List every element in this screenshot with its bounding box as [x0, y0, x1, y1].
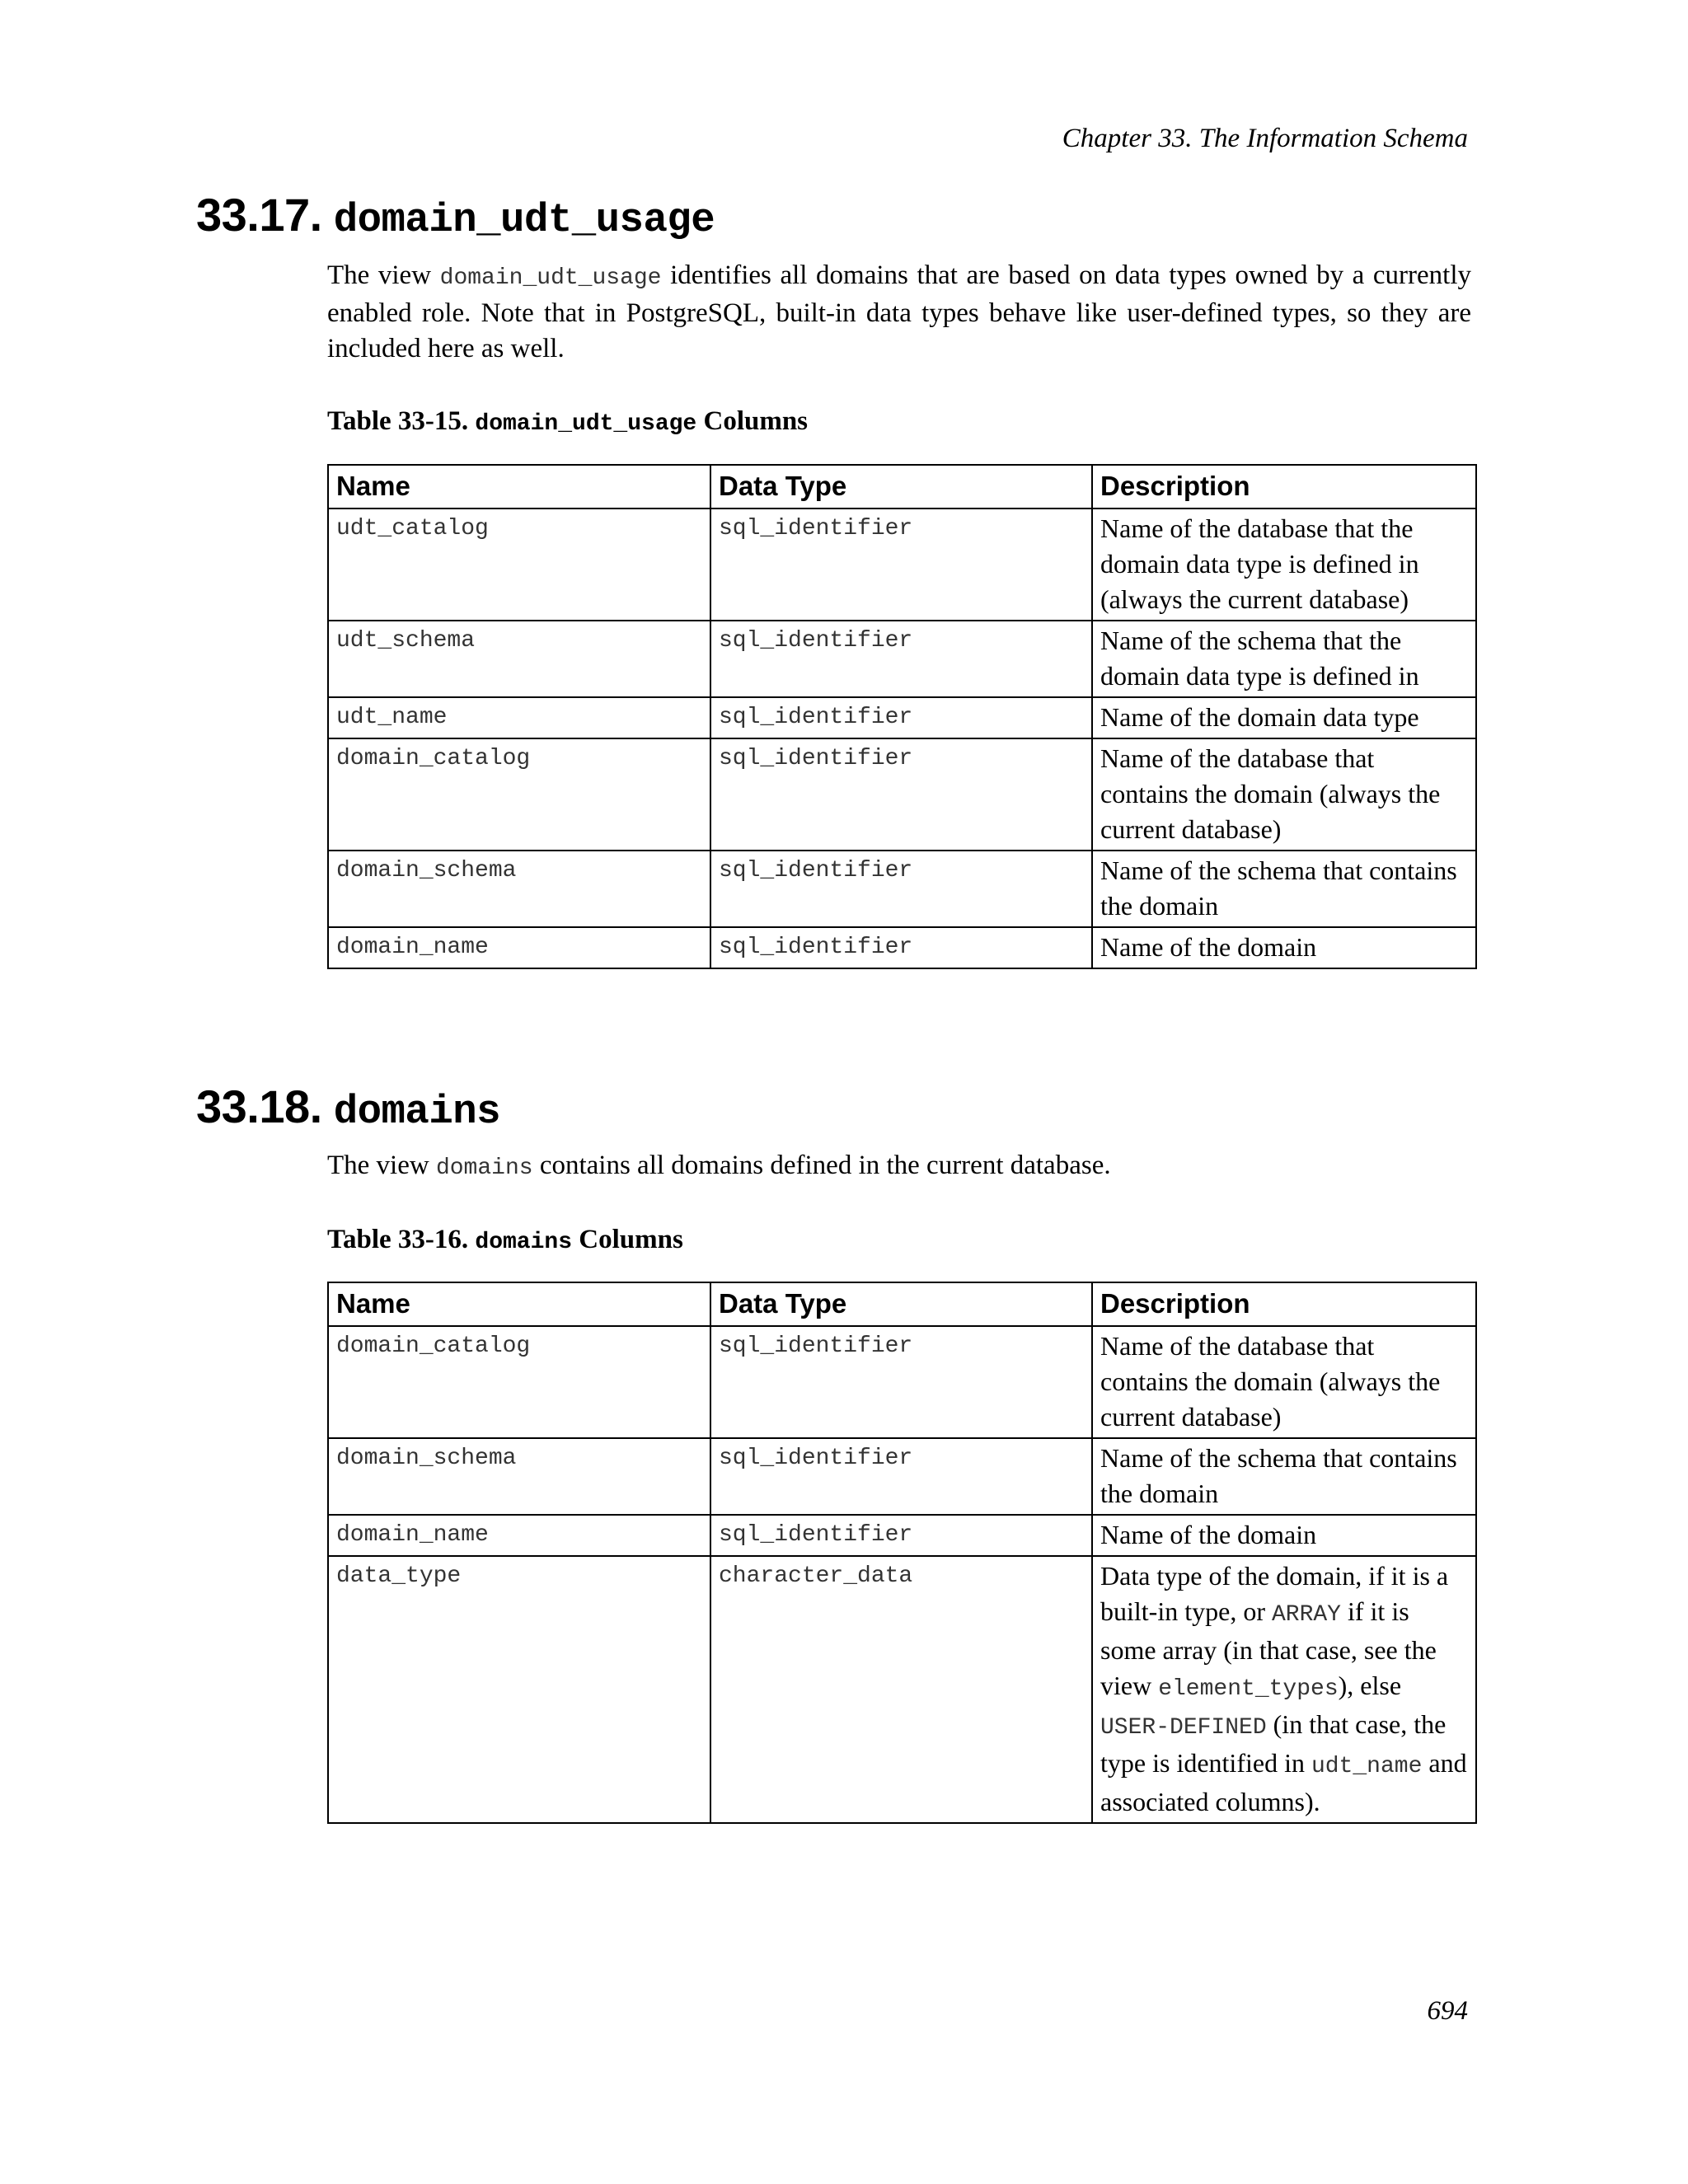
- cell-description: Name of the domain: [1092, 1515, 1476, 1556]
- cell-type: character_data: [710, 1556, 1092, 1823]
- header-name: Name: [328, 1282, 710, 1326]
- cell-type: sql_identifier: [710, 738, 1092, 851]
- columns-table-domain-udt-usage: [327, 464, 1477, 969]
- cell-description: Name of the schema that contains the domain: [1092, 1438, 1476, 1515]
- table-row: [328, 509, 1476, 621]
- cell-description: [1092, 1556, 1476, 1823]
- caption-label: Table 33-15.: [327, 406, 476, 436]
- text: and associated columns).: [1100, 1748, 1467, 1816]
- inline-code: ARRAY: [1271, 1602, 1341, 1628]
- table-row: [328, 1556, 1476, 1823]
- text: contains all domains defined in the current database.: [532, 1151, 1111, 1180]
- cell-name: domain_catalog: [328, 1326, 710, 1438]
- section-heading-domain-udt-usage: [196, 188, 715, 243]
- section-number: 33.17.: [196, 189, 322, 241]
- table-row: [328, 1326, 1476, 1438]
- text: if it is some array (in that case, see the view: [1100, 1596, 1437, 1700]
- page-number: 694: [1427, 1996, 1468, 2026]
- inline-code: udt_name: [1311, 1754, 1423, 1779]
- table-caption: [327, 406, 808, 437]
- section-title-code: domains: [333, 1089, 501, 1135]
- inline-code: domains: [435, 1155, 533, 1181]
- text: (in that case, the type is identified in: [1100, 1709, 1447, 1778]
- cell-name: domain_name: [328, 1515, 710, 1556]
- cell-description: Name of the domain data type: [1092, 697, 1476, 738]
- header-name: Name: [328, 465, 710, 509]
- cell-description: Name of the domain: [1092, 927, 1476, 968]
- header-data-type: Data Type: [710, 1282, 1092, 1326]
- cell-type: sql_identifier: [710, 851, 1092, 927]
- cell-type: sql_identifier: [710, 697, 1092, 738]
- cell-description: Name of the database that contains the domain (always the current database): [1092, 1326, 1476, 1438]
- table-caption: [327, 1225, 683, 1255]
- section-description: [327, 1148, 1471, 1186]
- section-number: 33.18.: [196, 1080, 322, 1132]
- caption-label: Table 33-16.: [327, 1225, 476, 1254]
- cell-name: domain_schema: [328, 1438, 710, 1515]
- table-header-row: [328, 1282, 1476, 1326]
- table-row: [328, 1515, 1476, 1556]
- cell-type: sql_identifier: [710, 509, 1092, 621]
- cell-description: Name of the schema that the domain data type is defined in: [1092, 621, 1476, 697]
- header-data-type: Data Type: [710, 465, 1092, 509]
- table-row: [328, 738, 1476, 851]
- cell-name: domain_name: [328, 927, 710, 968]
- caption-suffix: Columns: [572, 1225, 683, 1254]
- text: Data type of the domain, if it is a built-in type, or: [1100, 1561, 1449, 1626]
- table-row: [328, 1438, 1476, 1515]
- caption-suffix: Columns: [696, 406, 809, 436]
- inline-code: element_types: [1158, 1676, 1339, 1702]
- cell-type: sql_identifier: [710, 1438, 1092, 1515]
- cell-name: domain_catalog: [328, 738, 710, 851]
- text: The view: [327, 1151, 436, 1180]
- section-description: [327, 258, 1471, 367]
- table-row: [328, 851, 1476, 927]
- cell-name: udt_schema: [328, 621, 710, 697]
- caption-code: domain_udt_usage: [475, 411, 697, 437]
- cell-description: Name of the schema that contains the domain: [1092, 851, 1476, 927]
- header-description: Description: [1092, 465, 1476, 509]
- cell-type: sql_identifier: [710, 1515, 1092, 1556]
- inline-code: USER-DEFINED: [1100, 1715, 1267, 1741]
- cell-name: data_type: [328, 1556, 710, 1823]
- text: The view: [327, 260, 440, 290]
- section-title-code: domain_udt_usage: [333, 197, 715, 243]
- text: ), else: [1338, 1671, 1402, 1700]
- section-heading-domains: [196, 1080, 500, 1135]
- header-description: Description: [1092, 1282, 1476, 1326]
- cell-description: Name of the database that the domain data type is defined in (always the current database): [1092, 509, 1476, 621]
- table-row: [328, 621, 1476, 697]
- columns-table-domains: [327, 1282, 1477, 1824]
- cell-name: udt_name: [328, 697, 710, 738]
- cell-name: udt_catalog: [328, 509, 710, 621]
- inline-code: domain_udt_usage: [439, 265, 662, 291]
- table-row: [328, 697, 1476, 738]
- table-row: [328, 927, 1476, 968]
- cell-type: sql_identifier: [710, 927, 1092, 968]
- caption-code: domains: [475, 1230, 573, 1255]
- cell-name: domain_schema: [328, 851, 710, 927]
- cell-type: sql_identifier: [710, 621, 1092, 697]
- table-header-row: [328, 465, 1476, 509]
- cell-type: sql_identifier: [710, 1326, 1092, 1438]
- text: identifies all domains that are based on data types owned by a currently enabled role. Note that in PostgreSQL, built-in data types behave like user-defined types, so they are included here as well.: [327, 260, 1472, 363]
- running-header: Chapter 33. The Information Schema: [1062, 124, 1468, 153]
- cell-description: Name of the database that contains the domain (always the current database): [1092, 738, 1476, 851]
